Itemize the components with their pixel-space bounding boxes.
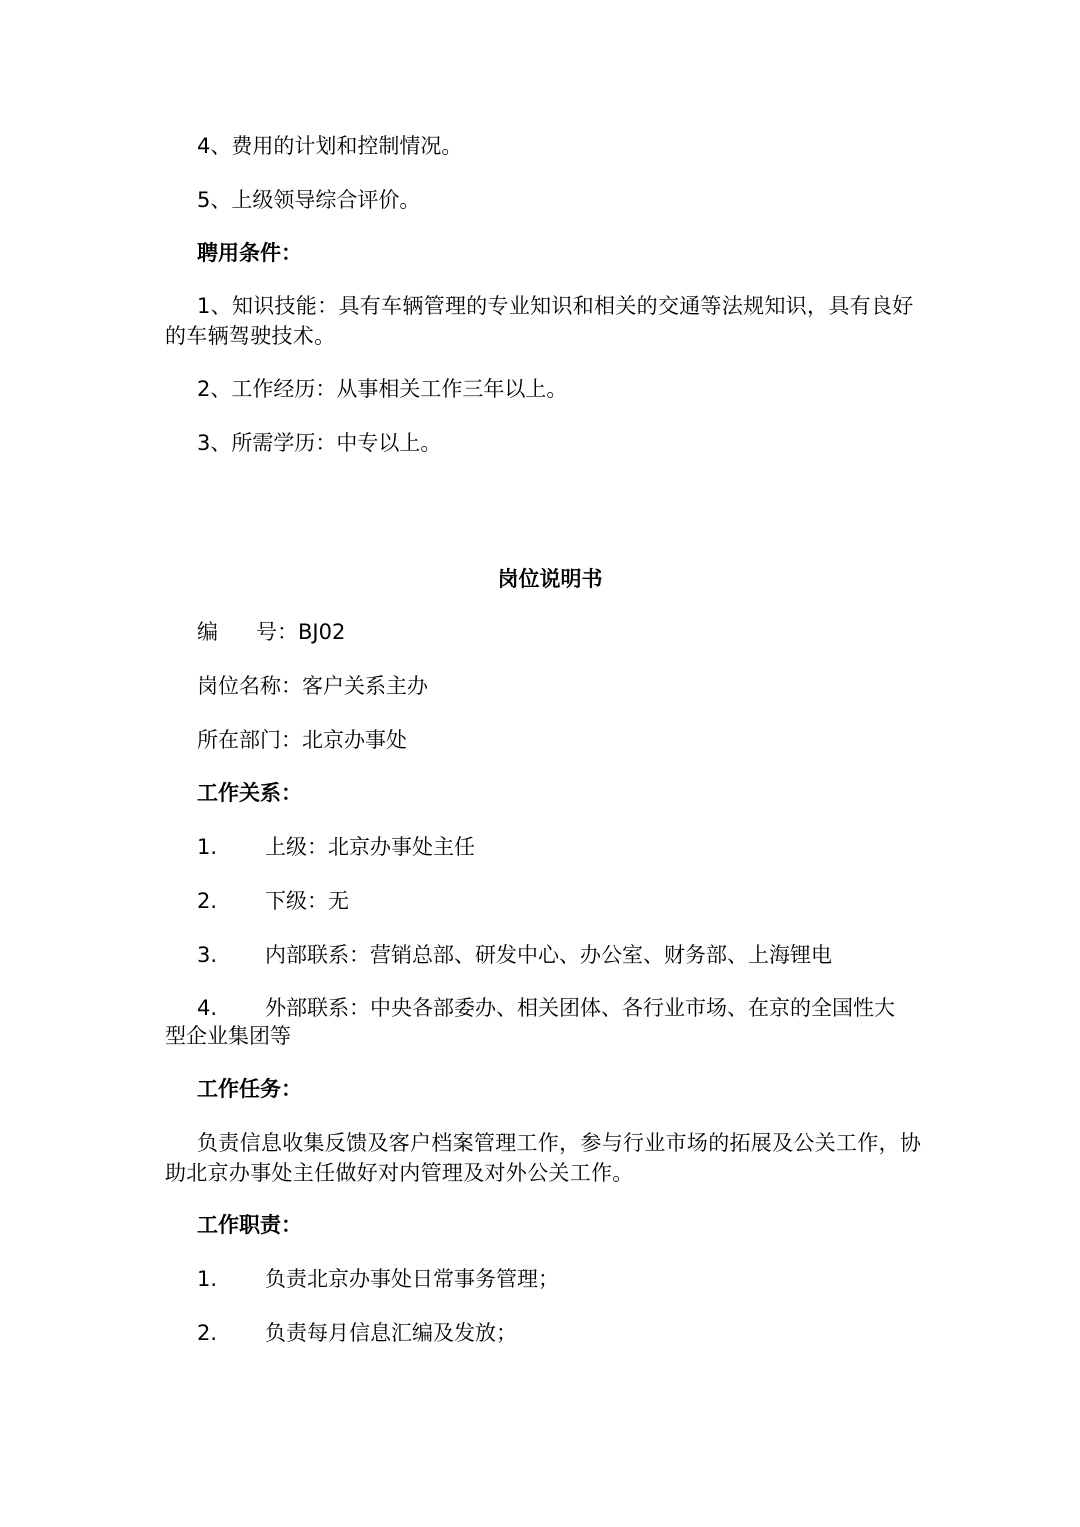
relation-item xyxy=(197,940,832,970)
duty-item xyxy=(197,1318,517,1348)
section-heading-relations: 工作关系： xyxy=(197,781,302,805)
job-number-value: 号：BJ02 xyxy=(256,620,346,644)
item-text: 内部联系：营销总部、研发中心、办公室、财务部、上海锂电 xyxy=(265,943,832,967)
relation-item xyxy=(197,993,895,1023)
item-number: 2. xyxy=(197,889,218,913)
item-text: 负责每月信息汇编及发放； xyxy=(265,1321,517,1345)
item-text: 下级：无 xyxy=(265,889,349,913)
item-text: 上级：北京办事处主任 xyxy=(265,835,475,859)
list-item: 4、费用的计划和控制情况。 xyxy=(197,134,463,158)
item-text: 外部联系：中央各部委办、相关团体、各行业市场、在京的全国性大 xyxy=(265,996,895,1020)
page-title: 岗位说明书 xyxy=(497,567,603,591)
item-number: 1. xyxy=(197,1267,218,1291)
department: 所在部门：北京办事处 xyxy=(197,728,407,752)
list-item: 5、上级领导综合评价。 xyxy=(197,188,421,212)
duty-item xyxy=(197,1264,559,1294)
relation-item xyxy=(197,886,349,916)
position-name: 岗位名称：客户关系主办 xyxy=(197,674,428,698)
job-number-label: 编 xyxy=(197,620,218,644)
item-text: 负责北京办事处日常事务管理； xyxy=(265,1267,559,1291)
section-heading-conditions: 聘用条件： xyxy=(197,241,302,265)
relation-item xyxy=(197,832,475,862)
job-number xyxy=(197,617,345,647)
relation-item-continuation: 型企业集团等 xyxy=(165,1024,291,1048)
condition-item: 2、工作经历：从事相关工作三年以上。 xyxy=(197,377,568,401)
section-heading-duties: 工作职责： xyxy=(197,1213,302,1237)
item-number: 2. xyxy=(197,1321,218,1345)
condition-item: 1、知识技能：具有车辆管理的专业知识和相关的交通等法规知识，具有良好的车辆驾驶技术。 xyxy=(165,294,914,348)
item-number: 4. xyxy=(197,996,218,1020)
section-heading-tasks: 工作任务： xyxy=(197,1077,302,1101)
item-number: 1. xyxy=(197,835,218,859)
condition-item: 3、所需学历：中专以上。 xyxy=(197,431,442,455)
item-number: 3. xyxy=(197,943,218,967)
tasks-text: 负责信息收集反馈及客户档案管理工作，参与行业市场的拓展及公关工作，协助北京办事处主任做好对内管理及对外公关工作。 xyxy=(165,1131,922,1185)
